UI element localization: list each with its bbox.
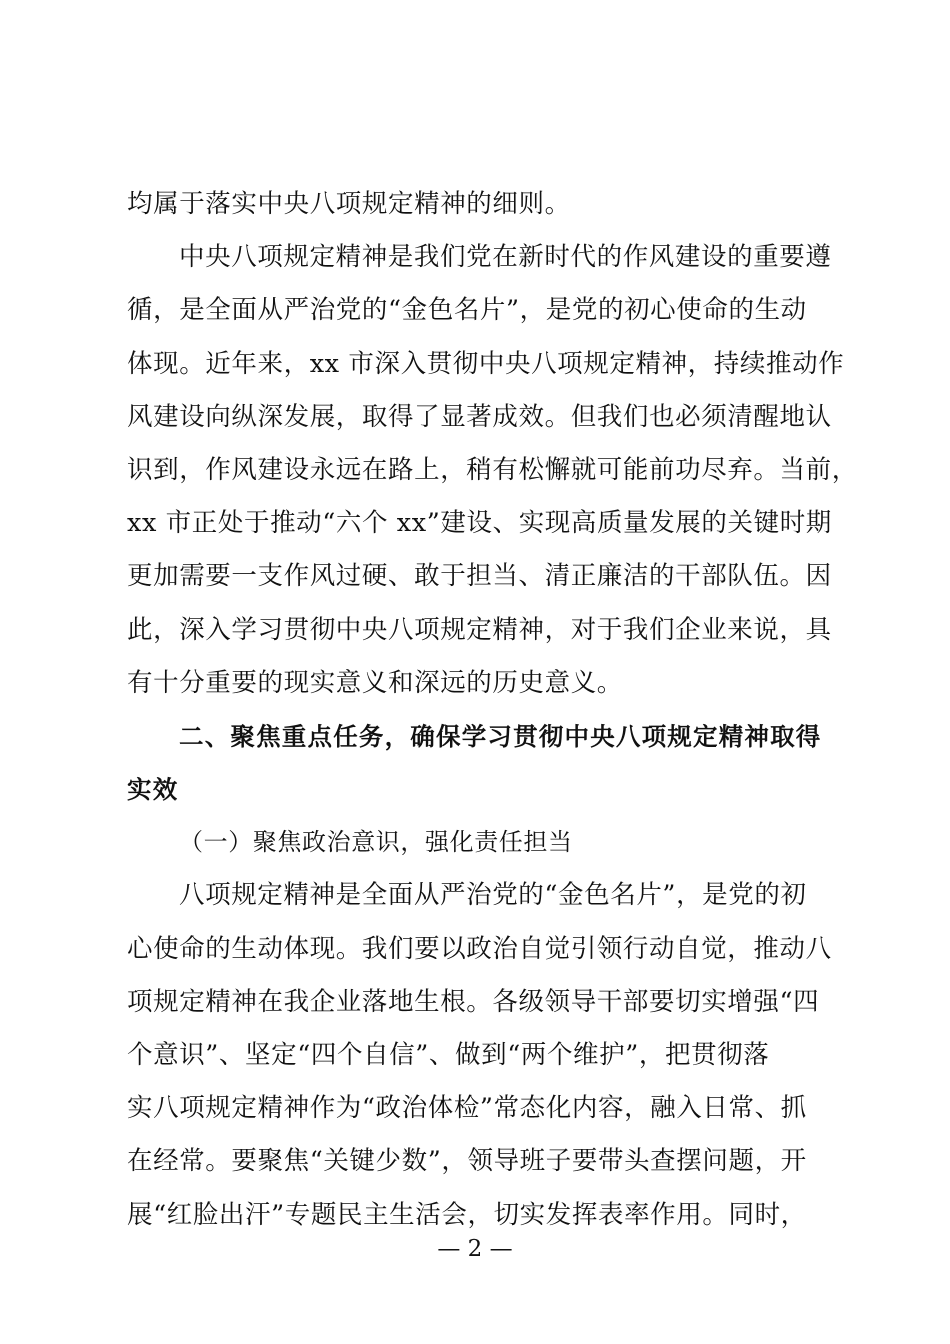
text-line-2: 中央八项规定精神是我们党在新时代的作风建设的重要遵 [179,242,832,273]
text-line-6: 识到，作风建设永远在路上，稍有松懈就可能前功尽弃。当前， [127,454,858,485]
section-heading-line-2: 实效 [127,775,179,805]
text-line-18: 实八项规定精神作为“政治体检”常态化内容，融入日常、抓 [127,1093,807,1124]
text-line-14: 八项规定精神是全面从严治党的“金色名片”，是党的初 [179,880,807,911]
text-line-17: 个意识”、坚定“四个自信”、做到“两个维护”，把贯彻落 [127,1040,770,1070]
text-line-15: 心使命的生动体现。我们要以政治自觉引领行动自觉，推动八 [127,933,832,964]
text-line-7: xx 市正处于推动“六个 xx”建设、实现高质量发展的关键时期 [127,508,832,539]
text-line-5: 风建设向纵深发展，取得了显著成效。但我们也必须清醒地认 [127,401,832,432]
sub-heading: （一）聚焦政治意识，强化责任担当 [179,828,573,857]
page-number: — 2 — [437,1236,513,1262]
text-line-19: 在经常。要聚焦“关键少数”，领导班子要带头查摆问题，开 [127,1146,807,1177]
text-line-3: 循，是全面从严治党的“金色名片”，是党的初心使命的生动 [127,295,807,326]
text-line-8: 更加需要一支作风过硬、敢于担当、清正廉洁的干部队伍。因 [127,561,832,592]
text-line-4: 体现。近年来，xx 市深入贯彻中央八项规定精神，持续推动作 [127,348,845,379]
text-line-9: 此，深入学习贯彻中央八项规定精神，对于我们企业来说，具 [127,614,832,645]
section-heading-line-1: 二、聚焦重点任务，确保学习贯彻中央八项规定精神取得 [179,721,822,751]
text-line-10: 有十分重要的现实意义和深远的历史意义。 [127,667,623,698]
text-line-16: 项规定精神在我企业落地生根。各级领导干部要切实增强“四 [127,986,820,1017]
text-line-1: 均属于落实中央八项规定精神的细则。 [127,189,571,219]
text-line-20: 展“红脸出汗”专题民主生活会，切实发挥表率作用。同时， [127,1199,807,1230]
body-text [127,178,858,1242]
